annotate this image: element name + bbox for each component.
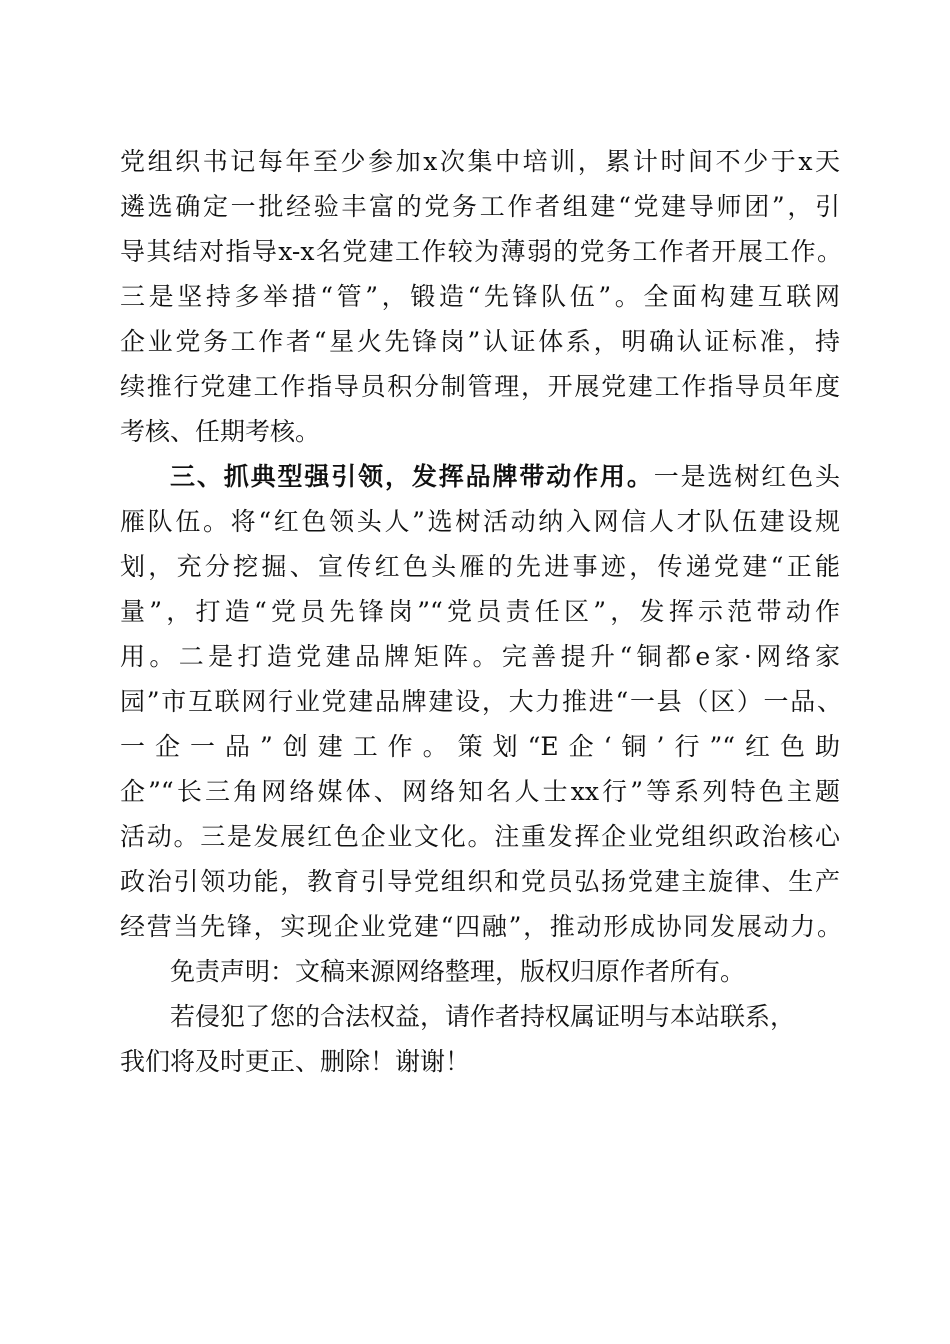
paragraph-line: 续推行党建工作指导员积分制管理，开展党建工作指导员年度 bbox=[120, 372, 840, 401]
section-heading: 三、抓典型强引领，发挥品牌带动作用。 bbox=[170, 462, 654, 491]
disclaimer-line: 免责声明：文稿来源网络整理，版权归原作者所有。 bbox=[170, 957, 746, 986]
paragraph-line: 企业党务工作者“星火先锋岗”认证体系，明确认证标准，持 bbox=[120, 327, 840, 356]
paragraph-line: 遴选确定一批经验丰富的党务工作者组建“党建导师团”，引 bbox=[120, 192, 840, 221]
paragraph-line: 活动。三是发展红色企业文化。注重发挥企业党组织政治核心 bbox=[120, 822, 840, 851]
disclaimer-line: 我们将及时更正、删除！谢谢！ bbox=[120, 1047, 471, 1076]
paragraph-line: 党组织书记每年至少参加x次集中培训，累计时间不少于x天 bbox=[120, 147, 840, 176]
paragraph-line: 导其结对指导x-x名党建工作较为薄弱的党务工作者开展工作。 bbox=[120, 237, 842, 266]
section-heading-line bbox=[170, 457, 840, 497]
paragraph-line: 企”“长三角网络媒体、网络知名人士xx行”等系列特色主题 bbox=[120, 777, 840, 806]
paragraph-line: 一企一品”创建工作。策划“E企‘铜’行”“红色助 bbox=[120, 732, 840, 761]
paragraph-line: 政治引领功能，教育引导党组织和党员弘扬党建主旋律、生产 bbox=[120, 867, 840, 896]
paragraph-line: 用。二是打造党建品牌矩阵。完善提升“铜都e家·网络家 bbox=[120, 642, 840, 671]
disclaimer-line: 若侵犯了您的合法权益，请作者持权属证明与本站联系， bbox=[170, 1002, 796, 1031]
paragraph-line: 经营当先锋，实现企业党建“四融”，推动形成协同发展动力。 bbox=[120, 912, 842, 941]
paragraph-line: 园”市互联网行业党建品牌建设，大力推进“一县（区）一品、 bbox=[120, 687, 842, 716]
section-heading-rest: 一是选树红色头 bbox=[653, 462, 840, 491]
paragraph-line: 划，充分挖掘、宣传红色头雁的先进事迹，传递党建“正能 bbox=[120, 552, 840, 581]
paragraph-line: 雁队伍。将“红色领头人”选树活动纳入网信人才队伍建设规 bbox=[120, 507, 840, 536]
paragraph-line: 三是坚持多举措“管”，锻造“先锋队伍”。全面构建互联网 bbox=[120, 282, 840, 311]
paragraph-line: 量”，打造“党员先锋岗”“党员责任区”，发挥示范带动作 bbox=[120, 597, 840, 626]
paragraph-line: 考核、任期考核。 bbox=[120, 417, 321, 446]
